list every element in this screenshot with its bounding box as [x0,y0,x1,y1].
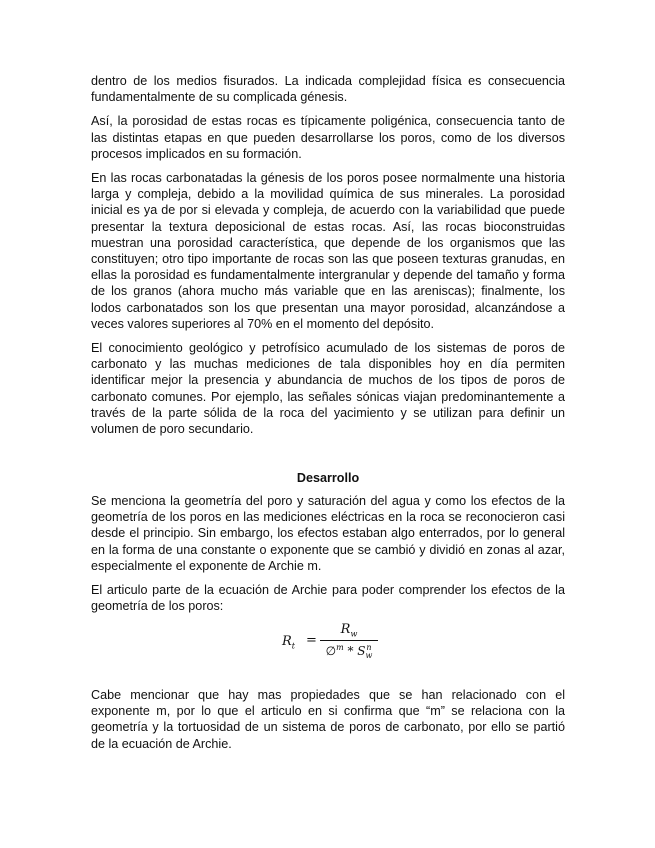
paragraph: En las rocas carbonatadas la génesis de los poros posee normalmente una historia larga y compleja, debido a la movilidad química de sus minerales. La porosidad inicial es ya de por si elevada y compleja, de acuerdo con la variabilidad que puede presentar la textura deposicional de estas rocas. Así, las rocas bioconstruidas muestran una porosidad característica, que depende de los organismos que las constituyen; otro tipo importante de rocas son las que poseen texturas granudas, en ellas la porosidad es fundamentalmente intergranular y depende del tamaño y forma de los granos (ahora mucho más variable que en las areniscas); finalmente, los lodos carbonatados son los que presentan una mayor porosidad, alcanzándose a veces valores superiores al 70% en el momento del depósito. [91,171,565,331]
equation-fraction [320,622,378,660]
equation-denominator: ∅$^m$ * S n w [325,642,373,660]
paragraph: Cabe mencionar que hay mas propiedades que se han relacionado con el exponente m, por lo que el articulo en si confirma que “m” se relaciona con la geometría y la tortuosidad de un sistema de poros de carbonato, por ello se partió de la ecuación de Archie. [91,688,565,751]
archie-equation [280,622,390,662]
paragraph: El conocimiento geológico y petrofísico acumulado de los sistemas de poros de carbonato y las muchas mediciones de tala disponibles hoy en día permiten identificar mejor la presencia y abundancia de muchos de los tipos de poros de carbonato comunes. Por ejemplo, las señales sónicas viajan predominantemente a través de la parte sólida de la roca del yacimiento y se utilizan para definir un volumen de poro secundario. [91,341,565,437]
equation-lhs: $R_t$ [282,634,296,651]
body-text-top [91,73,565,445]
body-text-bottom [91,687,565,760]
paragraph: Se menciona la geometría del poro y saturación del agua y como los efectos de la geometría de los poros en las mediciones eléctricas en la roca se reconocieron casi desde el principio. Sin embargo, los efectos estaban algo enterrados, por lo general en la forma de una constante o exponente que se cambió y dividió en zonas al azar, especialmente el exponente de Archie m. [91,494,565,573]
paragraph: Así, la porosidad de estas rocas es típicamente poligénica, consecuencia tanto de las distintas etapas en que pueden desarrollarse los poros, como de los diversos procesos implicados en su formación. [91,114,565,161]
body-text-mid [91,493,565,622]
equation-numerator: $R_w$ [340,622,358,639]
paragraph: El articulo parte de la ecuación de Archie para poder comprender los efectos de la geometría de los poros: [91,583,565,614]
equals-sign: = [306,633,317,648]
fraction-bar [320,640,378,641]
section-heading: Desarrollo [296,471,360,485]
paragraph: dentro de los medios fisurados. La indicada complejidad física es consecuencia fundamentalmente de su complicada génesis. [91,74,565,105]
